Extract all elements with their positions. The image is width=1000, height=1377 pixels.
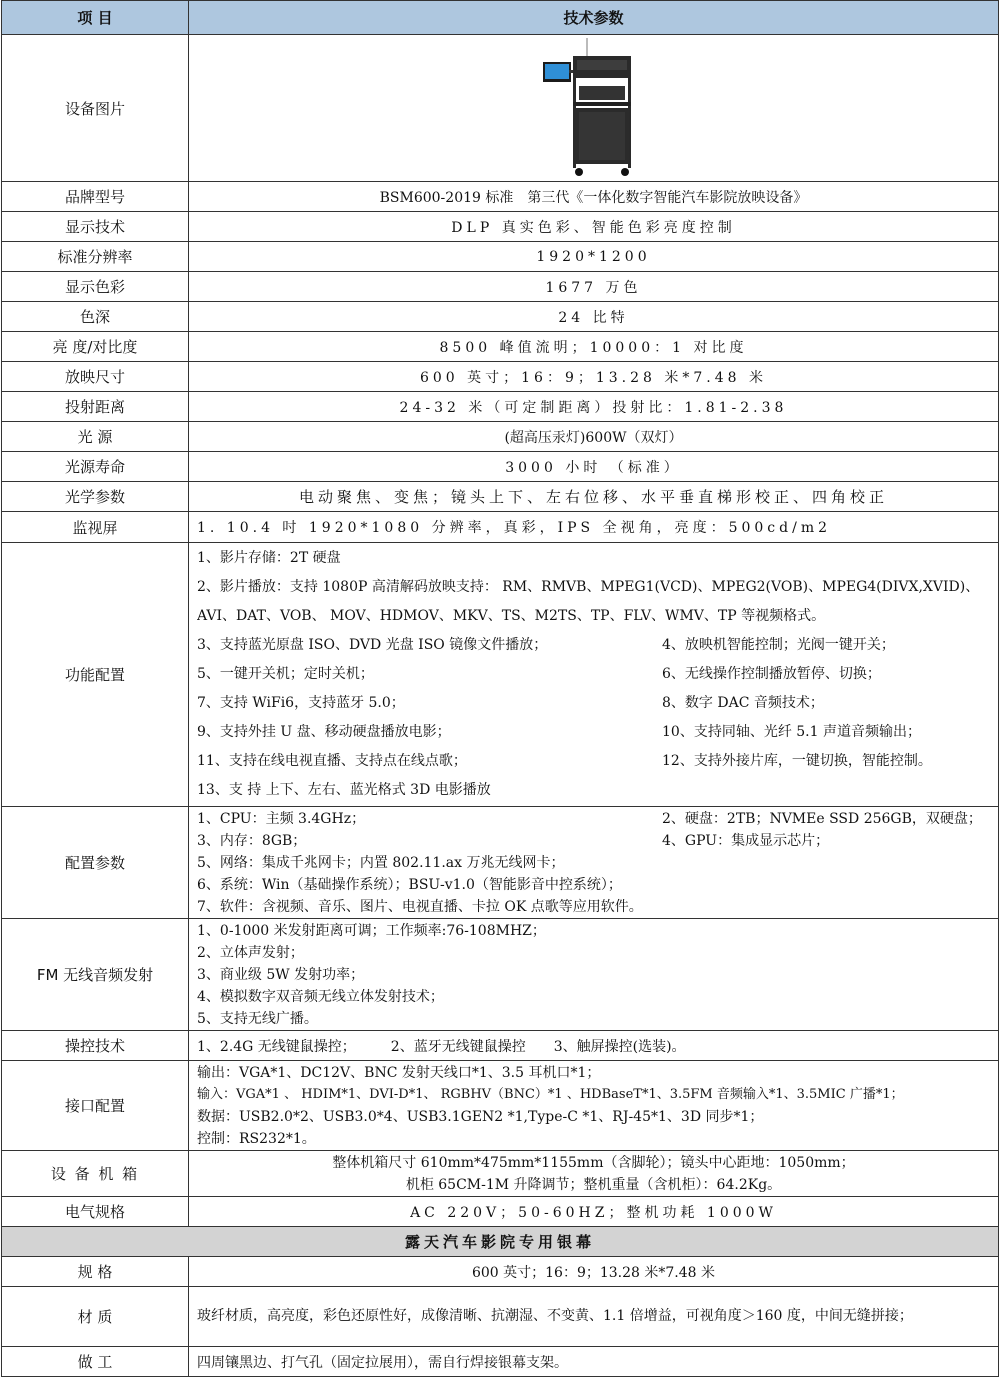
function-line: 4、放映机智能控制；光阀一键开关； — [662, 637, 895, 653]
spec-table — [1, 0, 999, 1377]
function-line: 12、支持外接片库，一键切换，智能控制。 — [662, 753, 932, 769]
config-line: 5、网络：集成千兆网卡；内置 802.11.ax 万兆无线网卡； — [197, 854, 565, 871]
function-pair — [197, 718, 990, 747]
label-colors: 显示色彩 — [2, 272, 189, 302]
label-spec: 规 格 — [2, 1257, 189, 1287]
value-functions — [189, 543, 999, 807]
fm-line: 3、商业级 5W 发射功率； — [197, 966, 365, 983]
header-params: 技术参数 — [189, 1, 999, 35]
label-fm: FM 无线音频发射 — [2, 919, 189, 1031]
function-line: 2、影片播放：支持 1080P 高清解码放映支持： RM、RMVB、MPEG1(VCD)、MPEG2(VOB)、MPEG4(DIVX,XVID)、 — [197, 579, 980, 595]
value-distance: 24-32 米（可定制距离）投射比：1.81-2.38 — [189, 392, 999, 422]
function-line: AVI、DAT、VOB、 MOV、HDMOV、MKV、TS、M2TS、TP、FLV、WMV、TP 等视频格式。 — [197, 608, 826, 624]
value-cabinet — [189, 1151, 999, 1197]
row-ports — [2, 1061, 999, 1151]
function-pair — [197, 747, 990, 776]
row-cabinet — [2, 1151, 999, 1197]
row-colors — [2, 272, 999, 302]
label-functions: 功能配置 — [2, 543, 189, 807]
label-distance: 投射距离 — [2, 392, 189, 422]
section-screen-title: 露天汽车影院专用银幕 — [2, 1227, 999, 1257]
value-config — [189, 807, 999, 919]
value-brand: BSM600-2019 标准 第三代《一体化数字智能汽车影院放映设备》 — [189, 182, 999, 212]
label-material: 材 质 — [2, 1287, 189, 1347]
function-line: 1、影片存储：2T 硬盘 — [197, 550, 341, 566]
label-resolution: 标准分辨率 — [2, 242, 189, 272]
config-pair — [197, 808, 990, 830]
value-light: (超高压汞灯)600W（双灯） — [189, 422, 999, 452]
label-optics: 光学参数 — [2, 482, 189, 512]
label-image: 设备图片 — [2, 35, 189, 182]
table-header-row — [2, 1, 999, 35]
value-brightness: 8500 峰值流明；10000：1 对比度 — [189, 332, 999, 362]
value-monitor: 1. 10.4 吋 1920*1080 分辨率，真彩，IPS 全视角，亮度：500cd/m2 — [189, 512, 999, 543]
function-pair — [197, 660, 990, 689]
label-light: 光 源 — [2, 422, 189, 452]
label-ports: 接口配置 — [2, 1061, 189, 1151]
function-line: 6、无线操作控制播放暂停、切换； — [662, 666, 881, 682]
row-power — [2, 1197, 999, 1227]
fm-line: 1、0-1000 米发射距离可调；工作频率:76-108MHZ； — [197, 922, 546, 939]
row-control — [2, 1031, 999, 1061]
cabinet-line: 整体机箱尺寸 610mm*475mm*1155mm（含脚轮）；镜头中心距地：1050mm； — [332, 1154, 855, 1171]
row-functions — [2, 543, 999, 807]
row-depth — [2, 302, 999, 332]
label-control: 操控技术 — [2, 1031, 189, 1061]
function-pair — [197, 631, 990, 660]
ports-line: 数据：USB2.0*2、USB3.0*4、USB3.1GEN2 *1,Type-C *1、RJ-45*1、3D 同步*1； — [197, 1108, 764, 1125]
value-spec: 600 英寸；16：9；13.28 米*7.48 米 — [189, 1257, 999, 1287]
function-line: 8、数字 DAC 音频技术； — [662, 695, 824, 711]
value-size: 600 英寸；16：9；13.28 米*7.48 米 — [189, 362, 999, 392]
row-fm — [2, 919, 999, 1031]
function-line: 9、支持外挂 U 盘、移动硬盘播放电影； — [197, 724, 451, 740]
label-monitor: 监视屏 — [2, 512, 189, 543]
function-line: 5、一键开关机；定时关机； — [197, 666, 374, 682]
row-craft — [2, 1347, 999, 1377]
label-size: 放映尺寸 — [2, 362, 189, 392]
label-display-tech: 显示技术 — [2, 212, 189, 242]
function-line: 13、支 持 上下、左右、蓝光格式 3D 电影播放 — [197, 782, 491, 798]
ports-line: 输出：VGA*1、DC12V、BNC 发射天线口*1、3.5 耳机口*1； — [197, 1064, 601, 1081]
config-line: 2、硬盘：2TB；NVMEe SSD 256GB，双硬盘； — [662, 810, 982, 827]
value-power: AC 220V；50-60HZ；整机功耗 1000W — [189, 1197, 999, 1227]
row-image — [2, 35, 999, 182]
config-line: 7、软件：含视频、音乐、图片、电视直播、卡拉 OK 点歌等应用软件。 — [197, 898, 643, 915]
value-craft: 四周镶黑边、打气孔（固定拉展用），需自行焊接银幕支架。 — [189, 1347, 999, 1377]
value-material: 玻纤材质，高亮度，彩色还原性好，成像清晰、抗潮湿、不变黄、1.1 倍增益，可视角度＞160 度，中间无缝拼接； — [189, 1287, 999, 1347]
fm-line: 2、立体声发射； — [197, 944, 304, 961]
function-line: 10、支持同轴、光纤 5.1 声道音频输出； — [662, 724, 921, 740]
row-light — [2, 422, 999, 452]
section-screen-row — [2, 1227, 999, 1257]
config-line: 3、内存：8GB； — [197, 832, 307, 849]
value-depth: 24 比特 — [189, 302, 999, 332]
value-colors: 1677 万色 — [189, 272, 999, 302]
row-monitor — [2, 512, 999, 543]
value-optics: 电动聚焦、变焦；镜头上下、左右位移、水平垂直梯形校正、四角校正 — [189, 482, 999, 512]
value-ports — [189, 1061, 999, 1151]
value-life: 3000 小时 （标准） — [189, 452, 999, 482]
projector-cabinet-image — [539, 38, 649, 178]
row-brand — [2, 182, 999, 212]
value-image — [189, 35, 999, 182]
fm-line: 5、支持无线广播。 — [197, 1010, 318, 1027]
label-config: 配置参数 — [2, 807, 189, 919]
cabinet-line: 机柜 65CM-1M 升降调节；整机重量（含机柜）：64.2Kg。 — [405, 1176, 782, 1193]
row-distance — [2, 392, 999, 422]
row-brightness — [2, 332, 999, 362]
row-optics — [2, 482, 999, 512]
label-life: 光源寿命 — [2, 452, 189, 482]
row-spec — [2, 1257, 999, 1287]
row-config — [2, 807, 999, 919]
function-line: 7、支持 WiFi6，支持蓝牙 5.0； — [197, 695, 405, 711]
label-brightness: 亮 度/对比度 — [2, 332, 189, 362]
ports-line: 输入：VGA*1 、 HDIM*1、DVI-D*1、 RGBHV（BNC）*1 、HDBaseT*1、3.5FM 音频输入*1、3.5MIC 广播*1； — [197, 1086, 904, 1102]
value-control: 1、2.4G 无线键鼠操控； 2、蓝牙无线键鼠操控 3、触屏操控(选装)。 — [189, 1031, 999, 1061]
value-fm — [189, 919, 999, 1031]
function-line: 3、支持蓝光原盘 ISO、DVD 光盘 ISO 镜像文件播放； — [197, 637, 548, 653]
ports-line: 控制：RS232*1。 — [197, 1130, 316, 1147]
config-line: 1、CPU：主频 3.4GHz； — [197, 810, 366, 827]
row-resolution — [2, 242, 999, 272]
config-pair — [197, 830, 990, 852]
row-display-tech — [2, 212, 999, 242]
fm-line: 4、模拟数字双音频无线立体发射技术； — [197, 988, 444, 1005]
row-size — [2, 362, 999, 392]
label-cabinet: 设 备 机 箱 — [2, 1151, 189, 1197]
label-power: 电气规格 — [2, 1197, 189, 1227]
row-material — [2, 1287, 999, 1347]
value-display-tech: DLP 真实色彩、智能色彩亮度控制 — [189, 212, 999, 242]
config-line: 6、系统：Win（基础操作系统）；BSU-v1.0（智能影音中控系统）； — [197, 876, 622, 893]
function-pair — [197, 689, 990, 718]
label-craft: 做 工 — [2, 1347, 189, 1377]
row-life — [2, 452, 999, 482]
label-depth: 色深 — [2, 302, 189, 332]
function-line: 11、支持在线电视直播、支持点在线点歌； — [197, 753, 467, 769]
config-line: 4、GPU：集成显示芯片； — [662, 832, 830, 849]
label-brand: 品牌型号 — [2, 182, 189, 212]
header-item: 项 目 — [2, 1, 189, 35]
value-resolution: 1920*1200 — [189, 242, 999, 272]
